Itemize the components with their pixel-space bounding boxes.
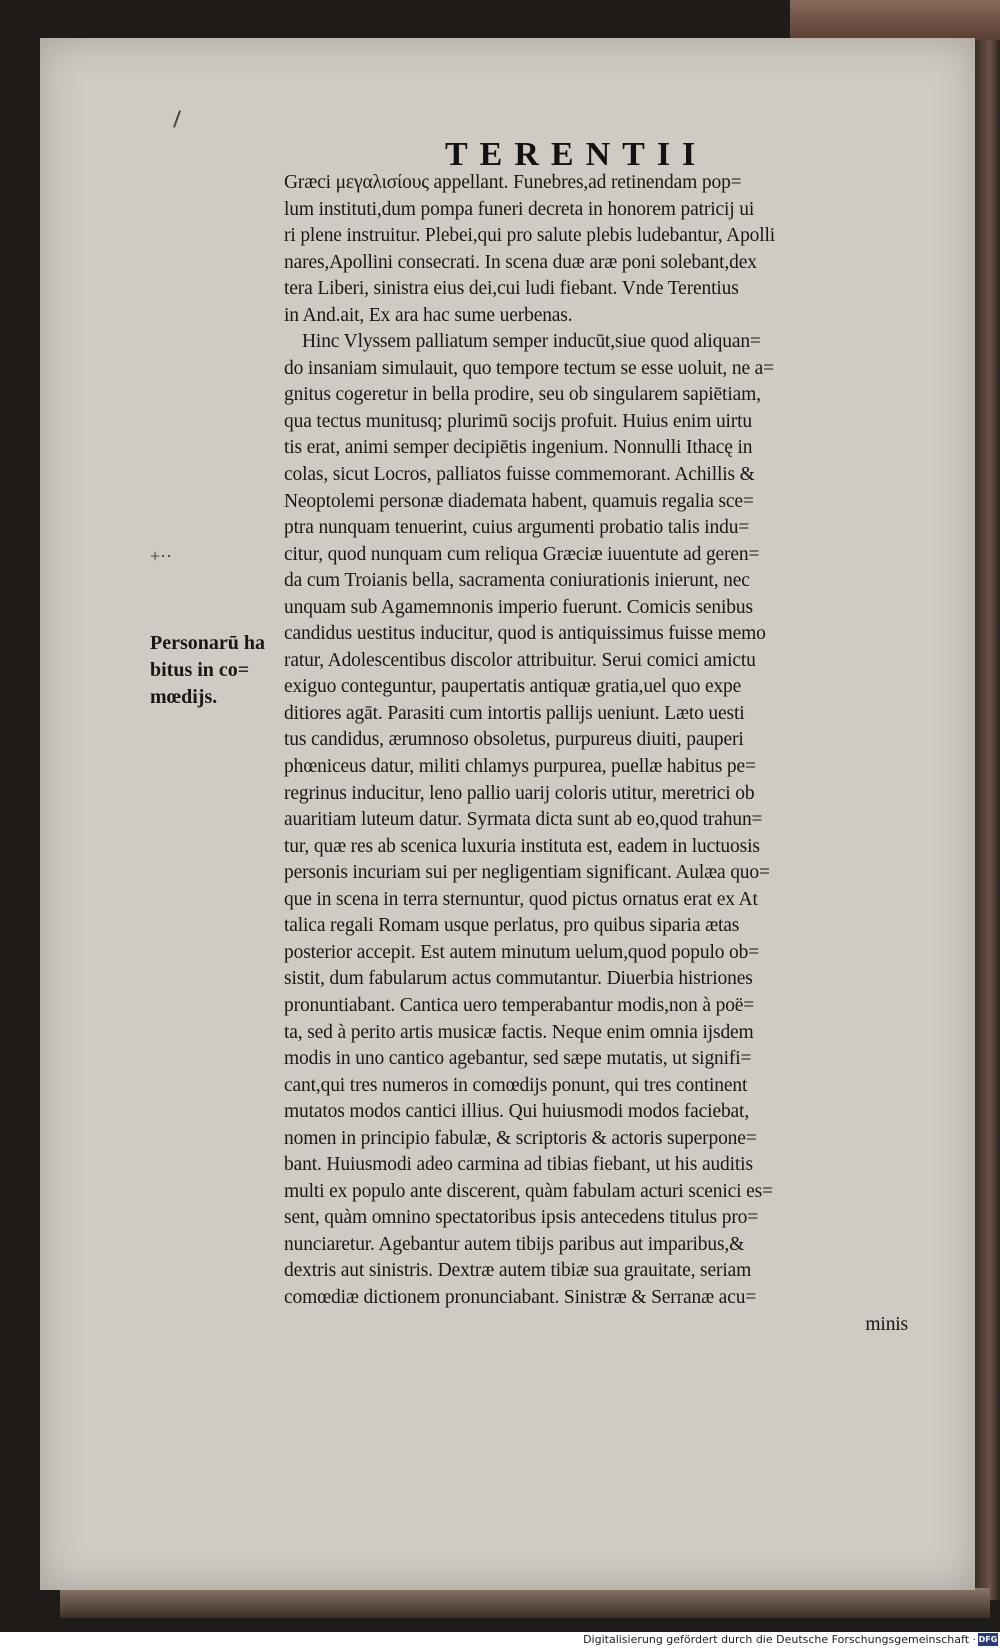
footer-credit: Digitalisierung gefördert durch die Deutsche Forschungsgemeinschaft · xyxy=(583,1633,976,1646)
text-line: sent, quàm omnino spectatoribus ipsis antecedens titulus pro= xyxy=(284,1207,759,1229)
text-line: colas, sicut Locros, palliatos fuisse commemorant. Achillis & xyxy=(284,464,755,486)
marginal-note xyxy=(150,630,285,711)
dfg-logo: DFG xyxy=(978,1635,998,1644)
text-line: tis erat, animi semper decipiētis ingenium. Nonnulli Ithacę in xyxy=(284,437,753,459)
text-line: ri plene instruitur. Plebei,qui pro salute plebis ludebantur, Apolli xyxy=(284,225,776,247)
book-edge-right xyxy=(975,40,1000,1600)
text-line: do insaniam simulauit, quo tempore tectum se esse uoluit, ne a= xyxy=(284,357,775,379)
text-line: Græci μεγαλισίους appellant. Funebres,ad retinendam pop= xyxy=(284,172,742,193)
text-line: nunciaretur. Agebantur autem tibijs paribus aut imparibus,& xyxy=(284,1233,745,1255)
footer-bar xyxy=(0,1632,1000,1648)
text-line: phœniceus datur, militi chlamys purpurea, puellæ habitus pe= xyxy=(284,756,756,778)
text-line: modis in uno cantico agebantur, sed sæpe mutatis, ut signifi= xyxy=(284,1048,752,1070)
book-edge-top xyxy=(790,0,1000,40)
text-line: nomen in principio fabulæ, & scriptoris & actoris superpone= xyxy=(284,1127,757,1149)
text-line: dextris aut sinistris. Dextræ autem tibiæ sua grauitate, seriam xyxy=(284,1260,752,1282)
text-line: Hinc Vlyssem palliatum semper inducūt,siue quod aliquan= xyxy=(302,331,761,353)
text-line: mutatos modos cantici illius. Qui huiusmodi modos faciebat, xyxy=(284,1101,750,1123)
text-line: auaritiam luteum datur. Syrmata dicta sunt ab eo,quod trahun= xyxy=(284,809,763,831)
text-line: talica regali Romam usque perlatus, pro quibus siparia ætas xyxy=(284,915,740,937)
text-line: ratur, Adolescentibus discolor attribuitur. Serui comici amictu xyxy=(284,649,756,671)
text-line: ptra nunquam tenuerint, cuius argumenti probatio talis indu= xyxy=(284,517,750,539)
text-line: Neoptolemi personæ diademata habent, quamuis regalia sce= xyxy=(284,490,754,512)
text-line: tus candidus, ærumnoso obsoletus, purpureus diuiti, pauperi xyxy=(284,729,744,751)
text-line: citur, quod nunquam cum reliqua Græciæ iuuentute ad geren= xyxy=(284,543,760,565)
text-line: exiguo conteguntur, paupertatis antiquæ gratia,uel quo expe xyxy=(284,676,742,698)
text-line: lum instituti,dum pompa funeri decreta in honorem patricij ui xyxy=(284,198,755,220)
text-line: qua tectus munitusq; plurimū socijs profuit. Huius enim uirtu xyxy=(284,410,753,432)
text-line: cant,qui tres numeros in comœdijs ponunt, qui tres continent xyxy=(284,1074,748,1096)
text-line: que in scena in terra sternuntur, quod pictus ornatus erat ex At xyxy=(284,888,758,910)
text-line: bant. Huiusmodi adeo carmina ad tibias fiebant, ut his auditis xyxy=(284,1154,753,1176)
text-line: pronuntiabant. Cantica uero temperabantur modis,non à poë= xyxy=(284,994,755,1016)
text-line: in And.ait, Ex ara hac sume uerbenas. xyxy=(284,304,573,326)
text-line: multi ex populo ante discerent, quàm fabulam acturi scenici es= xyxy=(284,1180,773,1202)
text-line: unquam sub Agamemnonis imperio fuerunt. Comicis senibus xyxy=(284,596,753,618)
text-line: posterior accepit. Est autem minutum uelum,quod populo ob= xyxy=(284,941,760,963)
text-line: regrinus inducitur, leno pallio uarij coloris utitur, meretrici ob xyxy=(284,782,755,804)
margin-mark: +·· xyxy=(150,546,173,566)
marginal-note-line: Personarū ha xyxy=(150,632,265,654)
text-line: ditiores agāt. Parasiti cum intortis pallijs ueniunt. Læto uesti xyxy=(284,702,745,724)
text-line: personis incuriam sui per negligentiam significant. Aulæa quo= xyxy=(284,862,770,884)
book-edge-bottom xyxy=(60,1588,990,1618)
marginal-note-line: bitus in co= xyxy=(150,659,250,681)
text-line: candidus uestitus inducitur, quod is antiquissimus fuisse memo xyxy=(284,623,766,645)
text-line: sistit, dum fabularum actus commutantur. Diuerbia histriones xyxy=(284,968,753,990)
running-head: TERENTII xyxy=(445,136,708,173)
text-line: minis xyxy=(865,1313,908,1335)
marginal-note-line: mœdijs. xyxy=(150,686,218,708)
text-line: nares,Apollini consecrati. In scena duæ aræ poni solebant,dex xyxy=(284,251,757,273)
text-line: tera Liberi, sinistra eius dei,cui ludi fiebant. Vnde Terentius xyxy=(284,278,739,300)
text-line: comœdiæ dictionem pronunciabant. Sinistræ & Serranæ acu= xyxy=(284,1286,757,1308)
text-line: ta, sed à perito artis musicæ factis. Neque enim omnia ijsdem xyxy=(284,1021,754,1043)
body-text xyxy=(284,170,914,1338)
text-line: gnitus cogeretur in bella prodire, seu ob singularem sapiētiam, xyxy=(284,384,761,406)
text-line: tur, quæ res ab scenica luxuria instituta est, eadem in luctuosis xyxy=(284,835,760,857)
text-line: da cum Troianis bella, sacramenta coniurationis inierunt, nec xyxy=(284,570,750,592)
